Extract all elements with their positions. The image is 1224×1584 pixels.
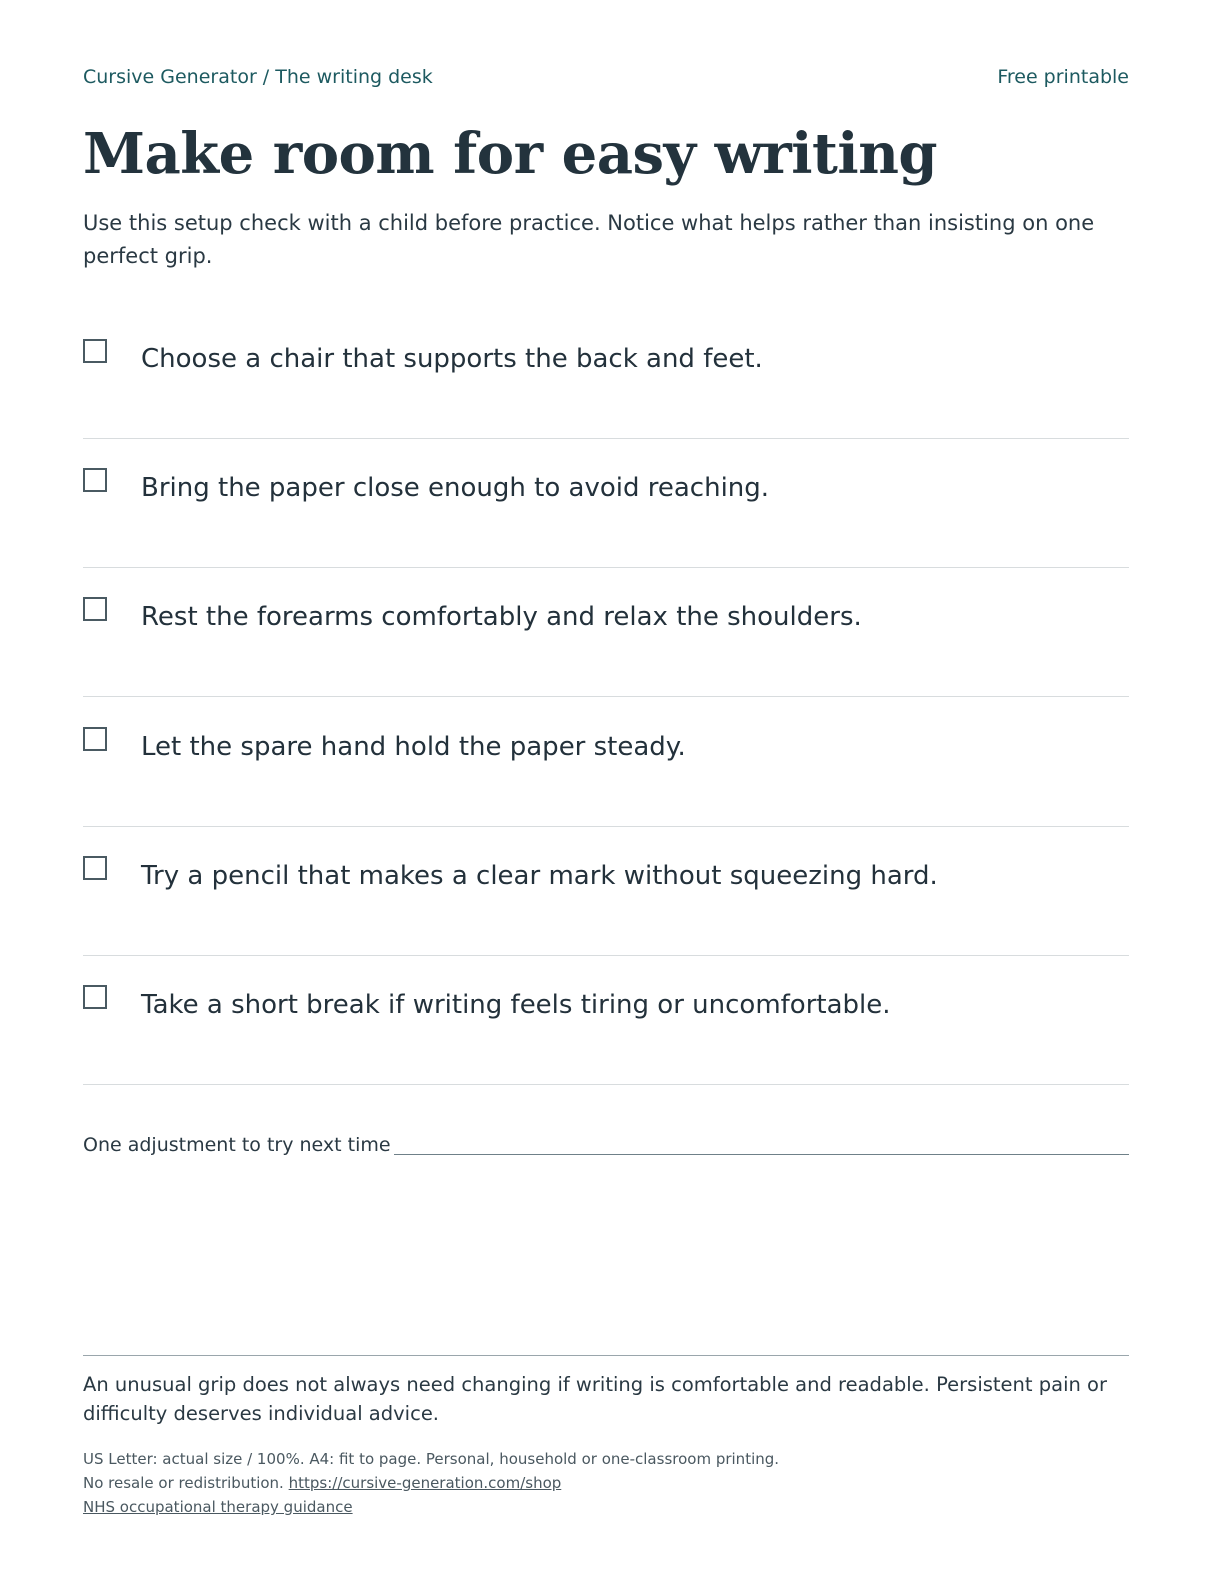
- checkbox[interactable]: [83, 597, 107, 621]
- intro-text: Use this setup check with a child before practice. Notice what helps rather than insisting on one perfect grip.: [83, 211, 1095, 268]
- guidance-line: [83, 1495, 1129, 1519]
- checkbox[interactable]: [83, 727, 107, 751]
- footer-note: An unusual grip does not always need changing if writing is comfortable and readable. Persistent pain or difficulty deserves individual advice.: [83, 1373, 1107, 1425]
- printable-page: [83, 0, 1129, 1584]
- license-line: [83, 1471, 1129, 1495]
- license-text: No resale or redistribution.: [83, 1474, 284, 1492]
- guidance-link[interactable]: NHS occupational therapy guidance: [83, 1498, 353, 1516]
- breadcrumb[interactable]: Cursive Generator / The writing desk: [83, 66, 433, 88]
- checkbox[interactable]: [83, 468, 107, 492]
- shop-link[interactable]: https://cursive-generation.com/shop: [288, 1474, 562, 1492]
- fine-print: [83, 1447, 1129, 1519]
- checkbox[interactable]: [83, 985, 107, 1009]
- checklist-item-label: Take a short break if writing feels tiring or uncomfortable.: [141, 989, 891, 1020]
- checklist-item: [83, 311, 1129, 439]
- checkbox[interactable]: [83, 339, 107, 363]
- checklist-item-label: Rest the forearms comfortably and relax the shoulders.: [141, 602, 862, 633]
- checklist-item-label: Let the spare hand hold the paper steady.: [141, 731, 686, 762]
- checklist-item: [83, 957, 1129, 1085]
- checklist-item: [83, 569, 1129, 697]
- checklist-item-label: Bring the paper close enough to avoid reaching.: [141, 473, 770, 504]
- free-printable-label: Free printable: [997, 66, 1129, 88]
- checklist-item-label: Try a pencil that makes a clear mark without squeezing hard.: [141, 860, 938, 891]
- adjustment-write-line[interactable]: [394, 1154, 1129, 1155]
- page-title: Make room for easy writing: [83, 121, 938, 187]
- checkbox[interactable]: [83, 856, 107, 880]
- checklist-item-label: Choose a chair that supports the back and feet.: [141, 344, 763, 374]
- checklist-item: [83, 699, 1129, 827]
- checklist-item: [83, 828, 1129, 956]
- print-info: US Letter: actual size / 100%. A4: fit to page. Personal, household or one-classroom printing.: [83, 1450, 780, 1468]
- top-bar: [83, 66, 1129, 92]
- adjustment-row: [83, 1131, 1129, 1161]
- footer-divider: [83, 1355, 1129, 1356]
- adjustment-label: One adjustment to try next time: [83, 1134, 391, 1156]
- checklist-item: [83, 440, 1129, 568]
- setup-checklist: [83, 311, 1129, 1086]
